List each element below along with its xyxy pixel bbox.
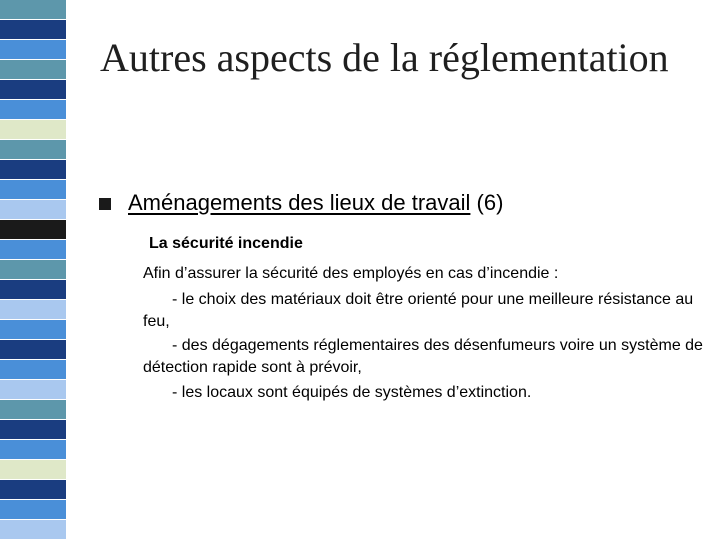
stripe-block	[0, 0, 66, 20]
intro-text: Afin d’assurer la sécurité des employés en cas d’incendie :	[143, 265, 559, 282]
stripe-block	[0, 220, 66, 240]
item-materials: - le choix des matériaux doit être orienté pour une meilleure résistance au feu,	[143, 291, 694, 330]
stripe-block	[0, 360, 66, 380]
stripe-block	[0, 80, 66, 100]
bullet-underlined-text: Aménagements des lieux de travail	[128, 190, 471, 215]
stripe-block	[0, 260, 66, 280]
stripe-block	[0, 500, 66, 520]
stripe-block	[0, 520, 66, 540]
stripe-block	[0, 460, 66, 480]
stripe-block	[0, 340, 66, 360]
stripe-block	[0, 400, 66, 420]
subheading: La sécurité incendie	[149, 235, 303, 252]
item-extinguishing: - les locaux sont équipés de systèmes d’extinction.	[172, 384, 532, 401]
stripe-block	[0, 140, 66, 160]
stripe-block	[0, 320, 66, 340]
stripe-block	[0, 300, 66, 320]
stripe-block	[0, 160, 66, 180]
square-bullet-icon	[99, 198, 111, 210]
stripe-block	[0, 240, 66, 260]
stripe-block	[0, 380, 66, 400]
stripe-block	[0, 480, 66, 500]
stripe-block	[0, 120, 66, 140]
stripe-block	[0, 40, 66, 60]
bullet-suffix: (6)	[470, 190, 504, 215]
stripe-block	[0, 280, 66, 300]
stripe-block	[0, 60, 66, 80]
bullet-heading	[128, 190, 503, 216]
stripe-block	[0, 180, 66, 200]
decorative-color-stripe	[0, 0, 66, 540]
stripe-block	[0, 440, 66, 460]
stripe-block	[0, 20, 66, 40]
stripe-block	[0, 100, 66, 120]
slide-title: Autres aspects de la réglementation	[100, 35, 669, 80]
stripe-block	[0, 200, 66, 220]
item-smoke-exhaust: - des dégagements réglementaires des désenfumeurs voire un système de détection rapide sont à prévoir,	[143, 337, 703, 376]
stripe-block	[0, 420, 66, 440]
